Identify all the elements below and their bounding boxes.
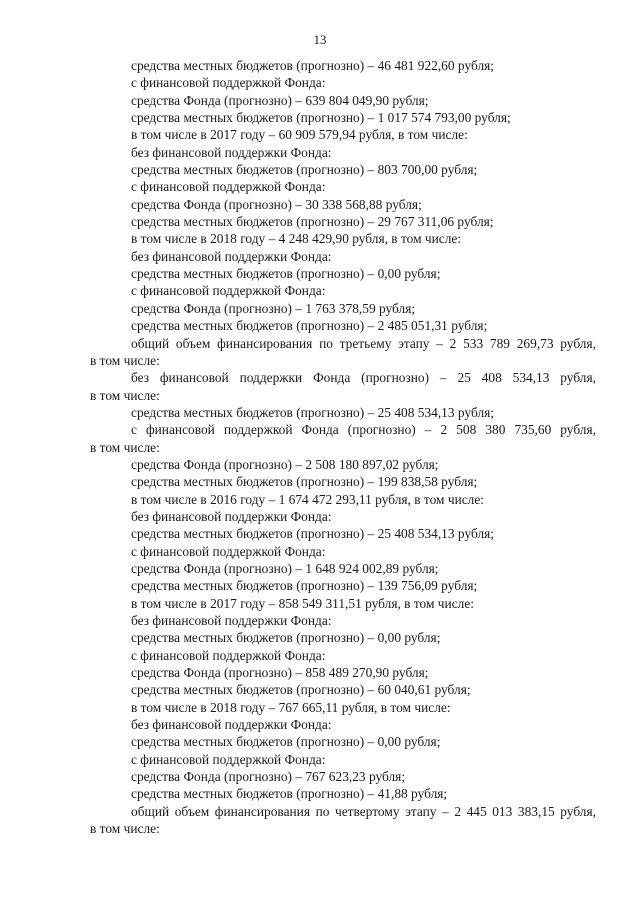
text-line: без финансовой поддержки Фонда:	[131, 508, 332, 524]
text-line: средства местных бюджетов (прогнозно) – 0,00 рубля;	[131, 266, 441, 282]
text-line: средства местных бюджетов (прогнозно) – 199 838,58 рубля;	[131, 474, 478, 490]
text-line: в том числе в 2018 году – 767 665,11 рубля, в том числе:	[131, 699, 451, 715]
text-line: средства местных бюджетов (прогнозно) – 25 408 534,13 рубля;	[131, 404, 495, 420]
text-line: с финансовой поддержкой Фонда:	[131, 647, 326, 663]
text-line: средства местных бюджетов (прогнозно) – 1 017 574 793,00 рубля;	[131, 110, 511, 126]
text-line: средства местных бюджетов (прогнозно) – 139 756,09 рубля;	[131, 578, 478, 594]
text-line: средства Фонда (прогнозно) – 1 763 378,59 рубля;	[131, 300, 416, 316]
text-line: средства местных бюджетов (прогнозно) – 29 767 311,06 рубля;	[131, 214, 494, 230]
text-line: в том числе:	[90, 352, 160, 368]
text-line: в том числе:	[90, 439, 160, 455]
text-line: средства местных бюджетов (прогнозно) – 46 481 922,60 рубля;	[131, 58, 495, 73]
text-line: средства местных бюджетов (прогнозно) – 803 700,00 рубля;	[131, 162, 478, 178]
text-line: в том числе:	[90, 821, 160, 837]
text-line: средства местных бюджетов (прогнозно) – 41,88 рубля;	[131, 786, 448, 802]
text-line: с финансовой поддержкой Фонда:	[131, 179, 326, 195]
text-line: без финансовой поддержки Фонда (прогнозно) – 25 408 534,13 рубля,	[131, 370, 596, 386]
text-line: без финансовой поддержки Фонда:	[131, 613, 332, 628]
text-line: средства Фонда (прогнозно) – 639 804 049,90 рубля;	[131, 92, 429, 108]
text-line: средства местных бюджетов (прогнозно) – 2 485 051,31 рубля;	[131, 318, 488, 334]
text-line: в том числе:	[90, 387, 160, 403]
text-line: средства Фонда (прогнозно) – 1 648 924 002,89 рубля;	[131, 560, 439, 576]
text-line: без финансовой поддержки Фонда:	[131, 248, 332, 264]
page-number: 13	[313, 32, 327, 47]
text-line: средства Фонда (прогнозно) – 2 508 180 897,02 рубля;	[131, 456, 439, 472]
text-line: общий объем финансирования по четвертому этапу – 2 445 013 383,15 рубля,	[131, 803, 596, 819]
text-line: средства местных бюджетов (прогнозно) – 25 408 534,13 рубля;	[131, 526, 495, 542]
text-line: средства Фонда (прогнозно) – 858 489 270,90 рубля;	[131, 665, 429, 681]
text-line: с финансовой поддержкой Фонда (прогнозно) – 2 508 380 735,60 рубля,	[131, 422, 596, 438]
text-line: средства местных бюджетов (прогнозно) – 0,00 рубля;	[131, 734, 441, 750]
text-line: с финансовой поддержкой Фонда:	[131, 543, 326, 559]
text-line: общий объем финансирования по третьему этапу – 2 533 789 269,73 рубля,	[131, 335, 596, 351]
text-line: средства Фонда (прогнозно) – 767 623,23 рубля;	[131, 769, 406, 785]
document-body	[90, 57, 596, 837]
text-line: с финансовой поддержкой Фонда:	[131, 283, 326, 299]
text-line: без финансовой поддержки Фонда:	[131, 717, 332, 733]
text-line: в том числе в 2017 году – 858 549 311,51 рубля, в том числе:	[131, 595, 474, 611]
text-line: с финансовой поддержкой Фонда:	[131, 751, 326, 767]
text-line: с финансовой поддержкой Фонда:	[131, 75, 326, 91]
text-line: в том числе в 2016 году – 1 674 472 293,11 рубля, в том числе:	[131, 491, 485, 507]
text-line: в том числе в 2018 году – 4 248 429,90 рубля, в том числе:	[131, 231, 462, 247]
text-line: средства Фонда (прогнозно) – 30 338 568,88 рубля;	[131, 196, 422, 212]
text-line: без финансовой поддержки Фонда:	[131, 144, 332, 160]
text-line: средства местных бюджетов (прогнозно) – 60 040,61 рубля;	[131, 682, 471, 698]
text-line: средства местных бюджетов (прогнозно) – 0,00 рубля;	[131, 630, 441, 646]
text-line: в том числе в 2017 году – 60 909 579,94 рубля, в том числе:	[131, 127, 468, 143]
